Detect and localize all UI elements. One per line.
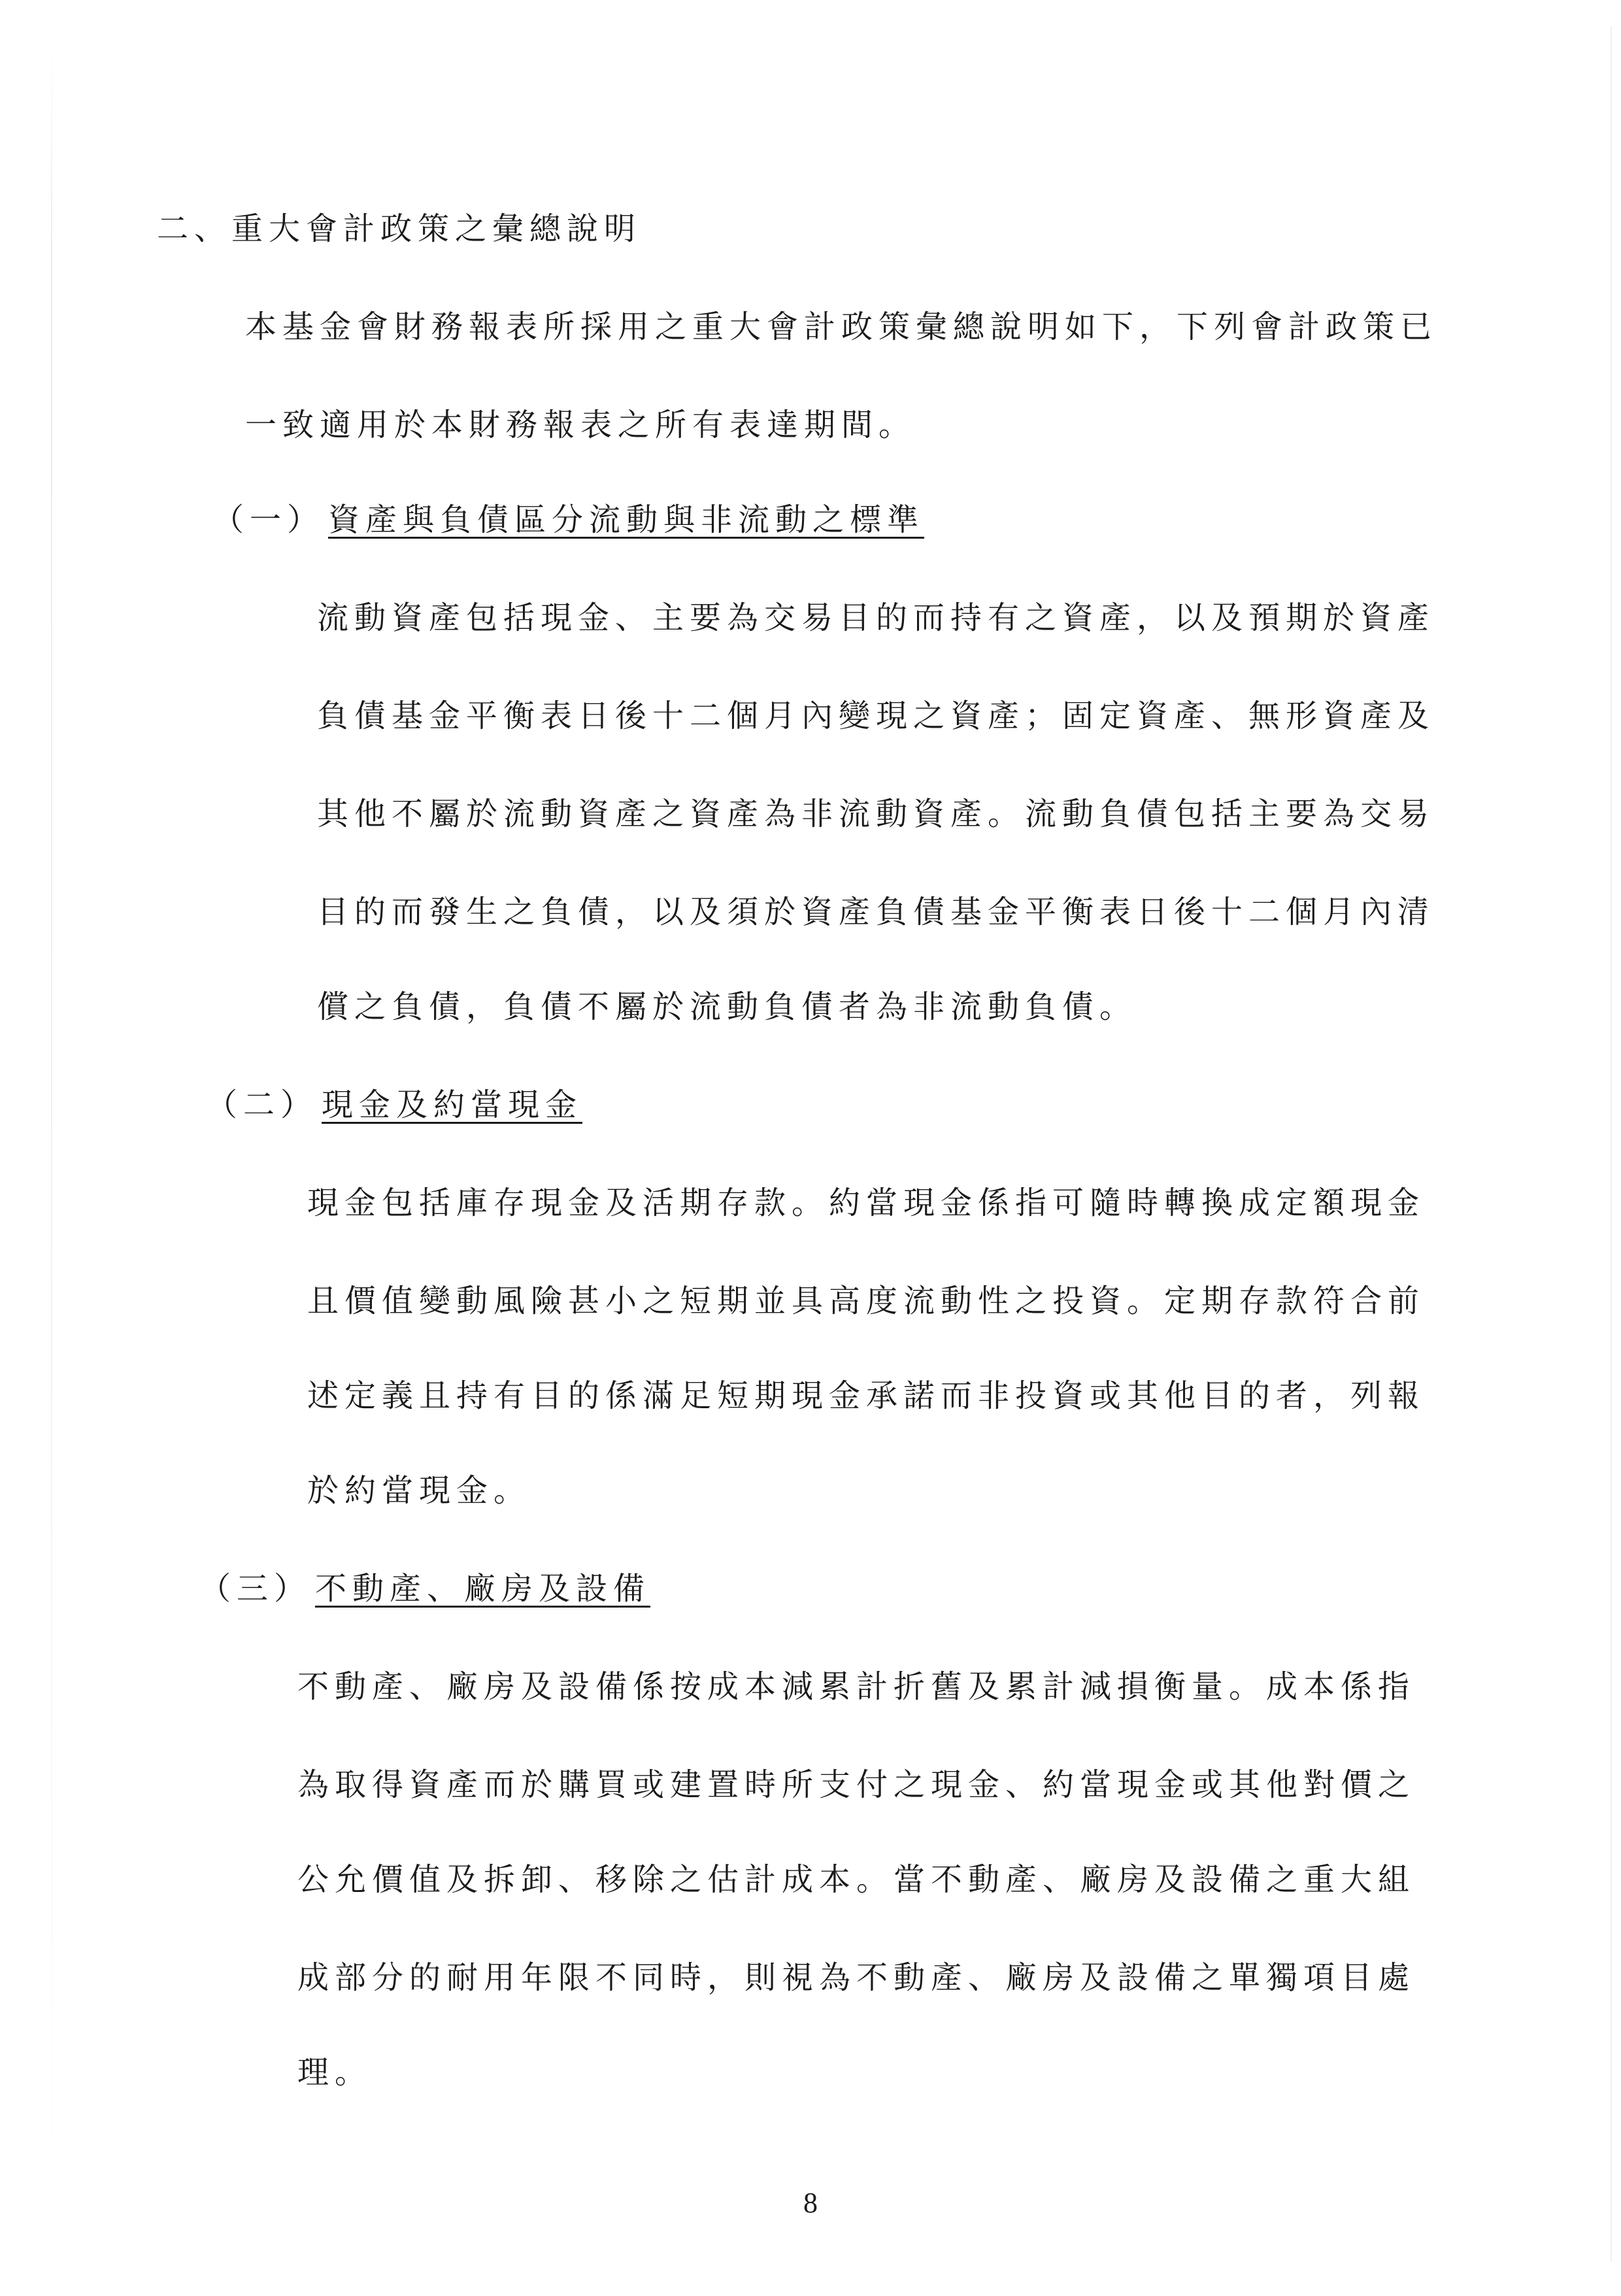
scan-edge-right (1611, 26, 1612, 2262)
page-number: 8 (803, 2187, 818, 2219)
subsection-2-title: 現金及約當現金 (322, 1087, 583, 1123)
intro-line-2: 一致適用於本財務報表之所有表達期間。 (245, 407, 916, 443)
subsection-1-heading (212, 500, 924, 539)
subsection-1-line-5: 償之負債，負債不屬於流動負債者為非流動負債。 (317, 988, 1137, 1025)
subsection-2-line-3: 述定義且持有目的係滿足短期現金承諾而非投資或其他目的者，列報 (307, 1377, 1426, 1414)
subsection-3-line-1: 不動產、廠房及設備係按成本減累計折舊及累計減損衡量。成本係指 (297, 1668, 1416, 1705)
subsection-2-number: （二） (206, 1087, 318, 1123)
subsection-2-line-1: 現金包括庫存現金及活期存款。約當現金係指可隨時轉換成定額現金 (307, 1185, 1426, 1221)
subsection-2-heading (206, 1085, 582, 1124)
subsection-2-line-2: 且價值變動風險甚小之短期並具高度流動性之投資。定期存款符合前 (307, 1283, 1426, 1319)
subsection-3-line-2: 為取得資產而於購買或建置時所支付之現金、約當現金或其他對價之 (297, 1766, 1416, 1803)
intro-line-1: 本基金會財務報表所採用之重大會計政策彙總說明如下，下列會計政策已 (245, 309, 1438, 345)
subsection-1-line-2: 負債基金平衡表日後十二個月內變現之資產；固定資產、無形資產及 (317, 698, 1435, 734)
subsection-1-line-4: 目的而發生之負債，以及須於資產負債基金平衡表日後十二個月內清 (317, 894, 1435, 930)
subsection-1-line-1: 流動資產包括現金、主要為交易目的而持有之資產，以及預期於資產 (317, 599, 1435, 636)
subsection-1-number: （一） (212, 501, 325, 538)
scan-edge-left (51, 39, 52, 2249)
subsection-2-line-4: 於約當現金。 (307, 1472, 531, 1509)
subsection-3-line-3: 公允價值及拆卸、移除之估計成本。當不動產、廠房及設備之重大組 (297, 1861, 1416, 1898)
section-heading: 二、重大會計政策之彙總說明 (157, 211, 642, 247)
subsection-3-number: （三） (199, 1570, 312, 1607)
subsection-1-title: 資產與負債區分流動與非流動之標準 (328, 501, 925, 538)
subsection-1-line-3: 其他不屬於流動資產之資產為非流動資產。流動負債包括主要為交易 (317, 796, 1435, 832)
subsection-3-line-5: 理。 (297, 2054, 373, 2091)
subsection-3-title: 不動產、廠房及設備 (315, 1570, 651, 1607)
subsection-3-heading (199, 1569, 650, 1608)
subsection-3-line-4: 成部分的耐用年限不同時，則視為不動產、廠房及設備之單獨項目處 (297, 1959, 1416, 1996)
